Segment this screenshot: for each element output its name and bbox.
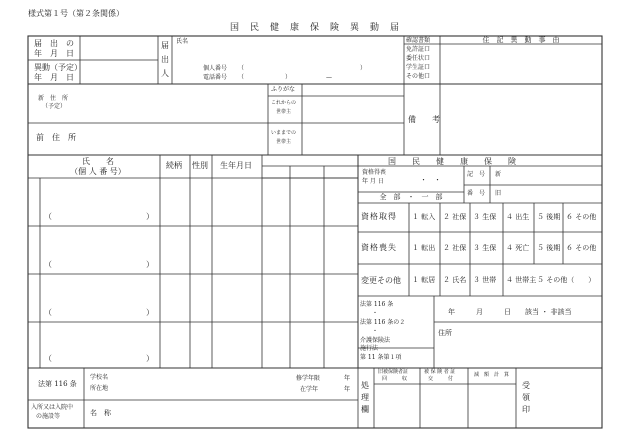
- personal-number-paren-open: （: [238, 65, 245, 72]
- new-card-label-2: 交 付: [428, 376, 454, 382]
- study-years-label: 修学年限: [296, 375, 321, 382]
- future-head-field[interactable]: [304, 98, 402, 120]
- member-row-1-paren-open: （: [44, 212, 52, 221]
- change-other-label: 変更その他: [361, 276, 401, 285]
- symbol-label: 記 号: [467, 171, 486, 178]
- bottom-law-116-label: 法第 116 条: [38, 380, 77, 388]
- in-school-year-unit: 年: [344, 386, 351, 393]
- member-row-2-paren-open: （: [44, 260, 52, 269]
- member-row-1[interactable]: [42, 180, 158, 224]
- previous-address-field[interactable]: [84, 126, 264, 152]
- acquired-date-dots[interactable]: ・ ・: [420, 176, 441, 184]
- law-116-label: 法第 116 条: [360, 301, 394, 308]
- receipt-label-2: 領: [522, 393, 530, 402]
- current-head-label-1: いままでの: [271, 130, 297, 136]
- phone-paren-open: （: [238, 74, 245, 81]
- form-title: 国 民 健 康 保 険 異 動 届: [229, 23, 401, 33]
- change-option-relocation[interactable]: １ 転居: [412, 276, 436, 284]
- old-card-label-1: 旧被保険者証: [378, 369, 409, 375]
- new-card-label-1: 被 保 険 者 証: [424, 369, 456, 375]
- lost-option-move-out[interactable]: １ 転出: [412, 244, 436, 252]
- document-proxy-checkbox[interactable]: 委任状口: [406, 55, 431, 62]
- submitter-label-3: 人: [161, 69, 169, 78]
- future-head-label-2: 世帯主: [276, 109, 292, 115]
- change-option-other[interactable]: ５ その他（ ）: [537, 276, 596, 284]
- qualification-acquired-label: 資格取得: [361, 212, 397, 221]
- member-row-4[interactable]: [42, 324, 158, 366]
- care-law-label-1: 介護保険法: [360, 337, 391, 344]
- acquired-option-birth[interactable]: ４ 出生: [506, 213, 530, 221]
- school-location-label: 所在地: [90, 385, 109, 392]
- number-label: 番 号: [467, 190, 486, 197]
- member-row-4-paren-close: ）: [146, 354, 154, 363]
- furigana-field[interactable]: [304, 86, 402, 94]
- law-116-2-label: 法第 116 条の２: [360, 319, 406, 326]
- old-card-label-2: 回 収: [382, 376, 408, 382]
- member-row-3[interactable]: [42, 276, 158, 320]
- furigana-label: ふりがな: [271, 86, 296, 93]
- acquired-option-late-elderly[interactable]: ５ 後期: [537, 213, 561, 221]
- receipt-label-1: 受: [522, 381, 530, 390]
- receipt-label-3: 印: [522, 405, 530, 414]
- remarks-field[interactable]: [444, 48, 598, 152]
- member-row-2[interactable]: [42, 228, 158, 272]
- change-option-head[interactable]: ４ 世帯主: [506, 276, 537, 284]
- change-date-field[interactable]: [84, 64, 154, 80]
- member-personal-number-header: （個 人 番 号）: [70, 167, 126, 176]
- member-row-2-paren-close: ）: [146, 260, 154, 269]
- law-address-label: 住所: [438, 329, 452, 337]
- law-dot-1: ・: [372, 310, 379, 317]
- document-other-checkbox[interactable]: その他口: [406, 73, 431, 80]
- acquired-option-move-in[interactable]: １ 転入: [412, 213, 436, 221]
- change-reason-header: 住 記 異 動 事 由: [482, 36, 560, 44]
- processing-label-2: 理: [361, 393, 369, 402]
- member-row-4-paren-open: （: [44, 354, 52, 363]
- facility-label-1: 入所又は入院中: [31, 404, 74, 411]
- birth-date-header: 生年月日: [220, 161, 252, 170]
- all-part-selector[interactable]: 全 部 ・ 一 部: [379, 193, 443, 201]
- new-address-label-2: （予定）: [42, 103, 67, 110]
- phone-paren-close: ）: [285, 74, 292, 81]
- submitter-label-2: 出: [161, 55, 169, 64]
- document-license-checkbox[interactable]: 免許証口: [406, 46, 431, 53]
- acquired-option-welfare[interactable]: ３ 生保: [473, 213, 497, 221]
- remarks-label: 備 考: [408, 115, 440, 124]
- current-head-field[interactable]: [304, 126, 402, 152]
- school-name-label: 学校名: [90, 374, 109, 381]
- member-row-1-paren-close: ）: [146, 212, 154, 221]
- law-applicability-date[interactable]: 年 月 日 該当 ・ 非該当: [448, 308, 572, 316]
- qualification-lost-label: 資格喪失: [361, 243, 397, 252]
- member-row-3-paren-close: ）: [146, 308, 154, 317]
- processing-label-3: 欄: [361, 405, 369, 414]
- care-law-label-3: 第 11 条第１項: [360, 354, 402, 361]
- symbol-new-label: 新: [495, 171, 502, 178]
- previous-address-label: 前 住 所: [36, 133, 76, 142]
- future-head-label-1: これからの: [271, 100, 297, 106]
- change-option-household[interactable]: ３ 世帯: [473, 276, 497, 284]
- lost-option-other[interactable]: ６ その他: [566, 244, 597, 252]
- change-date-label-1: 異動（予定）: [34, 63, 82, 72]
- submitter-label-1: 届: [161, 41, 169, 50]
- acquired-date-label-2: 年 月 日: [362, 178, 384, 185]
- document-student-id-checkbox[interactable]: 学生証口: [406, 64, 431, 71]
- acquired-option-social-insurance[interactable]: ２ 社保: [443, 213, 467, 221]
- lost-option-social-insurance[interactable]: ２ 社保: [443, 244, 467, 252]
- submit-date-field[interactable]: [84, 42, 154, 58]
- lost-option-late-elderly[interactable]: ５ 後期: [537, 244, 561, 252]
- submitter-name-field[interactable]: [200, 39, 400, 61]
- phone-dash: —: [326, 74, 332, 81]
- phone-number-label: 電話番号: [203, 74, 228, 81]
- member-row-3-paren-open: （: [44, 308, 52, 317]
- new-address-field[interactable]: [84, 86, 264, 120]
- current-head-label-2: 世帯主: [276, 139, 292, 145]
- change-date-label-2: 年 月 日: [34, 73, 74, 82]
- in-school-year-label: 在学年: [300, 386, 319, 393]
- facility-name-field[interactable]: [120, 403, 354, 425]
- submit-date-label-1: 届 出 の: [34, 39, 74, 48]
- submit-date-label-2: 年 月 日: [34, 49, 74, 58]
- submitter-name-label: 氏名: [176, 38, 189, 45]
- personal-number-label: 個人番号: [203, 65, 228, 72]
- new-address-label-1: 新 住 所: [38, 95, 69, 102]
- facility-name-label: 名 称: [90, 409, 111, 417]
- lost-option-welfare[interactable]: ３ 生保: [473, 244, 497, 252]
- relation-header: 続柄: [166, 161, 182, 170]
- change-option-name[interactable]: ２ 氏名: [443, 276, 467, 284]
- law-address-field[interactable]: [458, 326, 598, 364]
- sex-header: 性別: [192, 161, 208, 170]
- study-years-unit: 年: [344, 375, 351, 382]
- reduction-calc-label: 減 額 計 算: [474, 372, 510, 378]
- personal-number-paren-close: ）: [360, 65, 367, 72]
- number-old-label: 旧: [495, 190, 502, 197]
- form-number: 様式第１号（第２条関係）: [28, 9, 124, 18]
- member-name-header: 氏 名: [82, 157, 114, 166]
- documents-header: 確認書類: [406, 37, 431, 44]
- care-law-label-2: 施行法: [360, 345, 379, 352]
- law-dot-2: ・: [372, 328, 379, 335]
- acquired-date-label-1: 資格得喪: [362, 169, 387, 176]
- insurance-header: 国 民 健 康 保 険: [388, 157, 516, 166]
- facility-label-2: の施設等: [36, 413, 61, 420]
- acquired-option-other[interactable]: ６ その他: [566, 213, 597, 221]
- processing-label-1: 処: [361, 381, 369, 390]
- lost-option-death[interactable]: ４ 死亡: [506, 244, 530, 252]
